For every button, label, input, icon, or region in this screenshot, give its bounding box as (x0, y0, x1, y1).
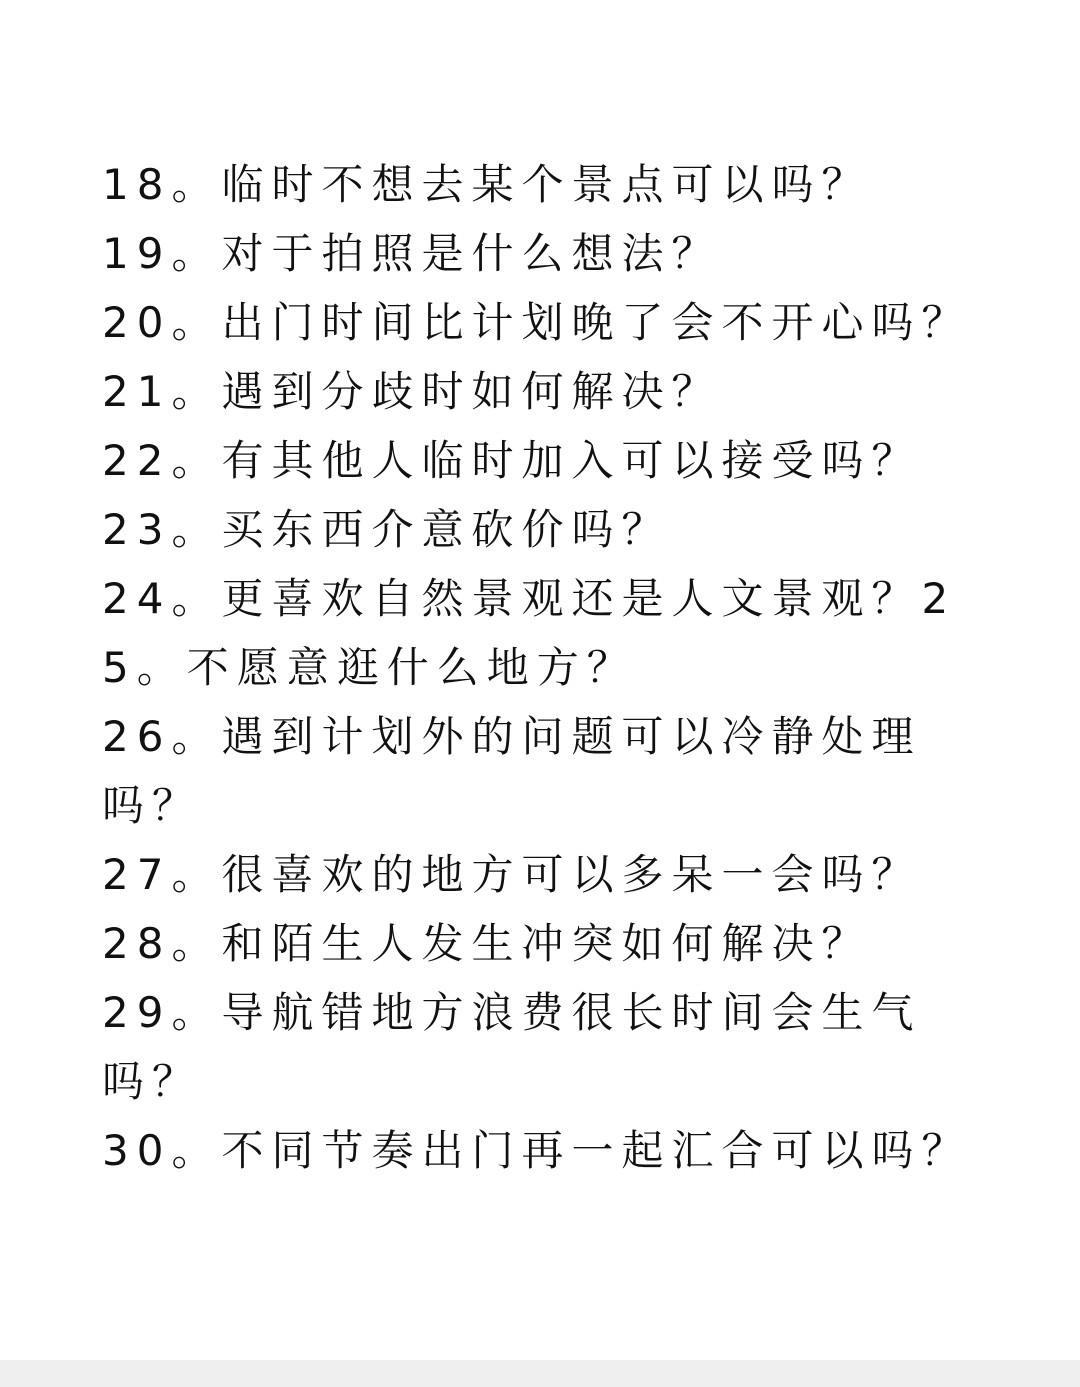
question-line-25: 5。不愿意逛什么地方？ (102, 643, 637, 692)
question-line-22: 22。有其他人临时加入可以接受吗？ (102, 436, 922, 485)
question-line-29-continued: 吗？ (102, 1057, 203, 1106)
question-line-29: 29。导航错地方浪费很长时间会生气 (102, 988, 922, 1037)
bottom-strip (0, 1360, 1080, 1387)
question-line-26-continued: 吗？ (102, 781, 203, 830)
question-line-26: 26。遇到计划外的问题可以冷静处理 (102, 712, 922, 761)
question-line-20: 20。出门时间比计划晚了会不开心吗？ (102, 298, 972, 347)
question-line-19: 19。对于拍照是什么想法？ (102, 229, 722, 278)
question-line-23: 23。买东西介意砍价吗？ (102, 505, 672, 554)
question-line-24: 24。更喜欢自然景观还是人文景观？2 (102, 574, 957, 623)
question-line-21: 21。遇到分歧时如何解决？ (102, 367, 722, 416)
question-line-28: 28。和陌生人发生冲突如何解决？ (102, 919, 872, 968)
question-line-27: 27。很喜欢的地方可以多呆一会吗？ (102, 850, 922, 899)
question-line-18: 18。临时不想去某个景点可以吗？ (102, 160, 872, 209)
question-line-30: 30。不同节奏出门再一起汇合可以吗？ (102, 1126, 972, 1175)
question-list (102, 150, 1002, 1185)
